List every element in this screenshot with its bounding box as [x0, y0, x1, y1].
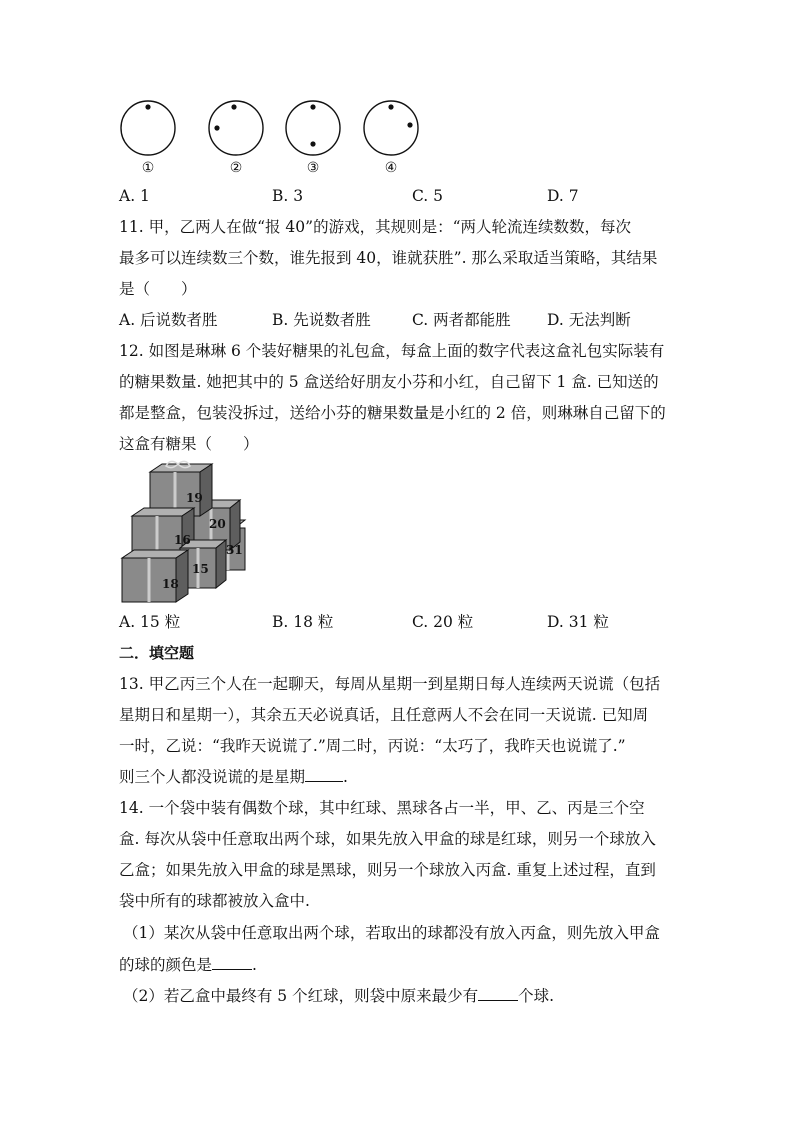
- q14-line-4: 袋中所有的球都被放入盒中.: [119, 892, 310, 910]
- circle-label-4: ④: [384, 160, 398, 176]
- q12-line-3: 都是整盒，包装没拆过，送给小芬的糖果数量是小红的 2 倍，则琳琳自己留下的: [119, 404, 666, 422]
- circle-label-1: ①: [141, 160, 155, 176]
- q11-option-c: C. 两者都能胜: [412, 311, 511, 329]
- q13-line-4: [119, 767, 348, 787]
- q10-option-c: C. 5: [412, 187, 444, 205]
- q11-line-1: 11. 甲，乙两人在做“报 40”的游戏，其规则是：“两人轮流连续数数，每次: [119, 218, 632, 236]
- q13-line-4-text: 则三个人都没说谎的是星期: [119, 768, 306, 786]
- q14-line-2: 盒. 每次从袋中任意取出两个球，如果先放入甲盒的球是红球，则另一个球放入: [119, 830, 656, 848]
- q12-option-c: C. 20 粒: [412, 613, 474, 631]
- q12-line-2: 的糖果数量. 她把其中的 5 盒送给好朋友小芬和小红，自己留下 1 盒. 已知送的: [119, 373, 659, 391]
- q11-line-2: 最多可以连续数三个数，谁先报到 40，谁就获胜”. 那么采取适当策略，其结果: [119, 249, 658, 267]
- box-number-15: 15: [192, 562, 209, 576]
- q11-option-b: B. 先说数者胜: [272, 311, 371, 329]
- q13-answer-blank[interactable]: [305, 767, 343, 782]
- q12-option-b: B. 18 粒: [272, 613, 334, 631]
- q14-sub2-line: [123, 986, 554, 1006]
- q12-option-d: D. 31 粒: [547, 613, 609, 631]
- q14-sub1-line-1: （1）某次从袋中任意取出两个球，若取出的球都没有放入丙盒，则先放入甲盒: [123, 924, 660, 942]
- q13-line-3: 一时，乙说：“我昨天说谎了.”周二时，丙说：“太巧了，我昨天也说谎了.”: [119, 737, 626, 755]
- q14-sub2-answer-blank[interactable]: [478, 986, 518, 1001]
- q12-line-1: 12. 如图是琳琳 6 个装好糖果的礼包盒，每盒上面的数字代表这盒礼包实际装有: [119, 342, 665, 360]
- q11-option-a: A. 后说数者胜: [119, 311, 218, 329]
- q13-line-4-end: .: [343, 768, 348, 786]
- gift-box-18: [122, 550, 188, 602]
- section-title-fill-in: 二．填空题: [119, 644, 195, 662]
- circle-3: [286, 101, 340, 155]
- circle-2: [209, 101, 263, 155]
- q13-line-2: 星期日和星期一），其余五天必说真话，且任意两人不会在同一天说谎. 已知周: [119, 706, 649, 724]
- q12-option-a: A. 15 粒: [119, 613, 181, 631]
- q11-line-3: 是（ ）: [119, 280, 197, 298]
- q14-sub1-text: 的球的颜色是: [119, 956, 213, 974]
- circle-1: [121, 101, 175, 155]
- box-number-18: 18: [162, 577, 179, 591]
- q10-option-d: D. 7: [547, 187, 579, 205]
- circle-label-3: ③: [306, 160, 320, 176]
- q14-sub1-answer-blank[interactable]: [212, 955, 252, 970]
- q11-option-d: D. 无法判断: [547, 311, 631, 329]
- q13-line-1: 13. 甲乙丙三个人在一起聊天，每周从星期一到星期日每人连续两天说谎（包括: [119, 675, 661, 693]
- q12-line-4: 这盒有糖果（ ）: [119, 435, 259, 453]
- q10-option-b: B. 3: [272, 187, 304, 205]
- box-number-19: 19: [186, 491, 203, 505]
- q14-sub1-line-2: [119, 955, 257, 975]
- q14-sub2-end: 个球.: [518, 987, 555, 1005]
- q14-line-3: 乙盒；如果先放入甲盒的球是黑球，则另一个球放入丙盒. 重复上述过程，直到: [119, 861, 656, 879]
- q14-sub2-text: （2）若乙盒中最终有 5 个红球，则袋中原来最少有: [123, 987, 479, 1005]
- gift-boxes-figure: [118, 460, 253, 605]
- box-number-16: 16: [174, 533, 191, 547]
- box-number-31: 31: [226, 543, 243, 557]
- q14-sub1-end: .: [252, 956, 257, 974]
- box-number-20: 20: [209, 517, 226, 531]
- q10-option-a: A. 1: [119, 187, 150, 205]
- circle-label-2: ②: [229, 160, 243, 176]
- circle-4: [364, 101, 418, 155]
- q14-line-1: 14. 一个袋中装有偶数个球，其中红球、黑球各占一半，甲、乙、丙是三个空: [119, 799, 645, 817]
- circles-figure: [112, 96, 432, 166]
